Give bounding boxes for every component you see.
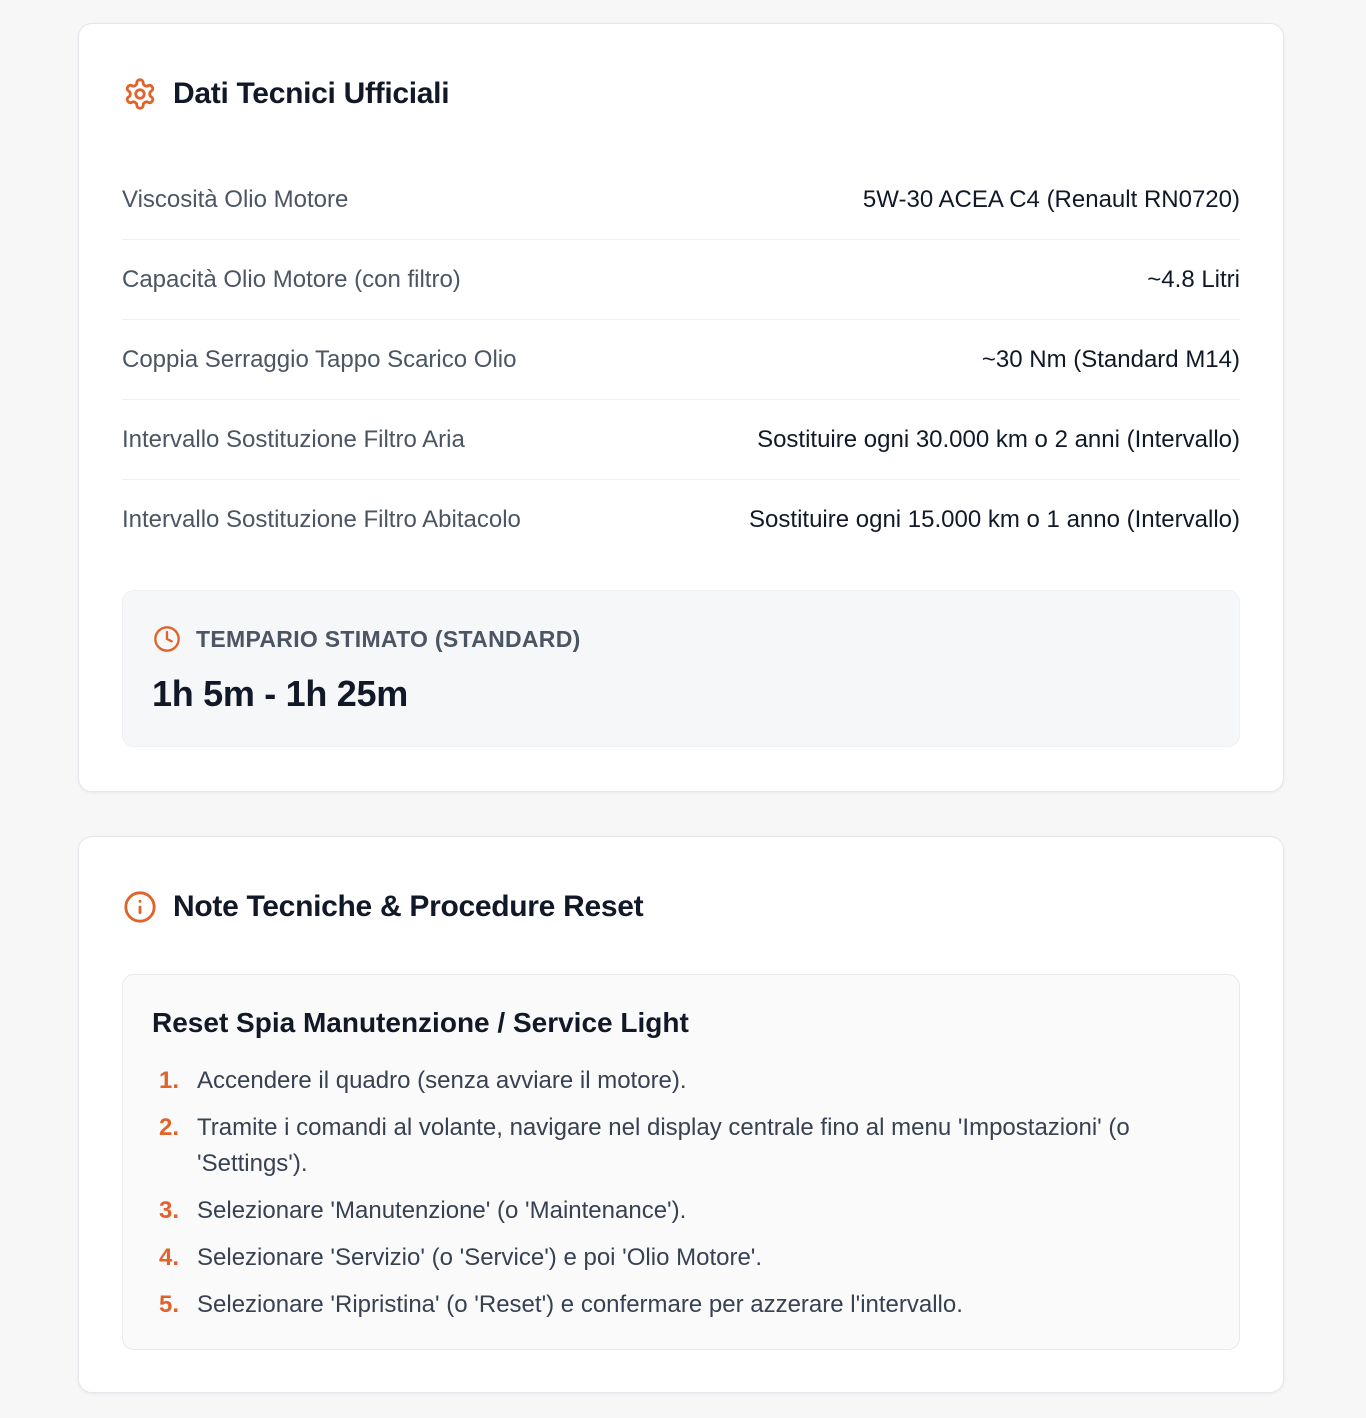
time-estimate-value: 1h 5m - 1h 25m xyxy=(152,673,408,714)
step-text: Selezionare 'Ripristina' (o 'Reset') e confermare per azzerare l'intervallo. xyxy=(197,1291,963,1318)
spec-label: Intervallo Sostituzione Filtro Aria xyxy=(122,425,465,453)
procedure-title: Reset Spia Manutenzione / Service Light xyxy=(152,1007,689,1038)
gear-icon xyxy=(123,77,157,111)
spec-list xyxy=(122,160,1240,560)
procedure-step xyxy=(152,1110,1209,1182)
spec-value: ~4.8 Litri xyxy=(1147,265,1240,293)
step-number: 5. xyxy=(159,1291,180,1318)
spec-value: ~30 Nm (Standard M14) xyxy=(981,345,1240,373)
time-estimate-box xyxy=(122,590,1240,747)
specs-card-title: Dati Tecnici Ufficiali xyxy=(173,77,450,110)
step-text: Selezionare 'Servizio' (o 'Service') e poi 'Olio Motore'. xyxy=(197,1244,763,1271)
procedure-step xyxy=(152,1063,1209,1099)
procedure-steps xyxy=(152,1063,1209,1334)
spec-value: Sostituire ogni 30.000 km o 2 anni (Intervallo) xyxy=(757,425,1240,453)
spec-label: Capacità Olio Motore (con filtro) xyxy=(122,265,461,293)
step-text: Selezionare 'Manutenzione' (o 'Maintenance'). xyxy=(197,1197,687,1224)
notes-card xyxy=(78,836,1284,1393)
procedure-step xyxy=(152,1240,1209,1276)
step-number: 2. xyxy=(159,1114,180,1141)
info-icon xyxy=(123,890,157,924)
procedure-step xyxy=(152,1193,1209,1229)
notes-card-title: Note Tecniche & Procedure Reset xyxy=(173,890,644,923)
step-number: 4. xyxy=(159,1244,180,1271)
specs-card xyxy=(78,23,1284,792)
spec-row xyxy=(122,160,1240,240)
spec-label: Coppia Serraggio Tappo Scarico Olio xyxy=(122,345,517,373)
spec-row xyxy=(122,240,1240,320)
spec-row xyxy=(122,320,1240,400)
specs-card-header xyxy=(123,74,449,114)
step-text: Accendere il quadro (senza avviare il motore). xyxy=(197,1067,687,1094)
step-number: 1. xyxy=(159,1067,180,1094)
spec-row xyxy=(122,480,1240,560)
spec-label: Viscosità Olio Motore xyxy=(122,185,349,213)
time-estimate-header xyxy=(152,624,581,654)
notes-card-header xyxy=(123,887,643,927)
time-estimate-label: TEMPARIO STIMATO (STANDARD) xyxy=(196,625,581,652)
step-text: Tramite i comandi al volante, navigare nel display centrale fino al menu 'Impostazioni' (o 'Settings'). xyxy=(197,1114,1130,1177)
procedure-step xyxy=(152,1287,1209,1323)
spec-row xyxy=(122,400,1240,480)
step-number: 3. xyxy=(159,1197,180,1224)
spec-value: 5W-30 ACEA C4 (Renault RN0720) xyxy=(862,185,1240,213)
clock-icon xyxy=(152,624,182,654)
procedure-box xyxy=(122,974,1240,1350)
spec-label: Intervallo Sostituzione Filtro Abitacolo xyxy=(122,506,521,533)
spec-value: Sostituire ogni 15.000 km o 1 anno (Intervallo) xyxy=(749,506,1240,533)
